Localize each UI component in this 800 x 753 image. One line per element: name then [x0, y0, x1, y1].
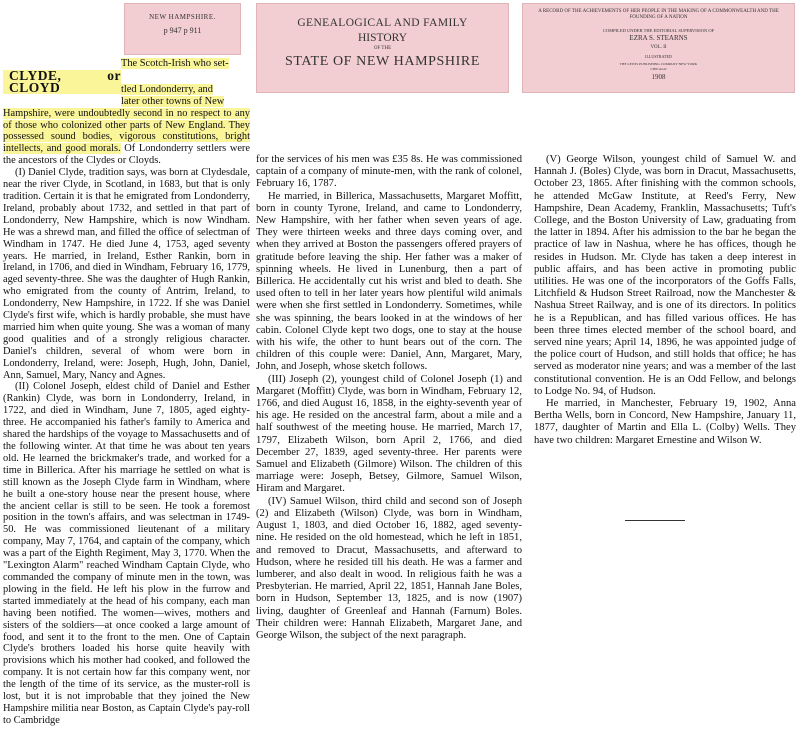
lead-row-3	[3, 96, 250, 108]
paragraph-pay-roll: for the services of his men was £35 8s. He was commissioned captain of a company of minute-men, with the rank of colonel, February 16, 1787.	[256, 154, 522, 190]
imprint-line2: COMPILED UNDER THE EDITORIAL SUPERVISION OF	[602, 28, 715, 33]
lead-text-a: The Scotch-Irish who set-	[121, 58, 229, 69]
lead-text-d: Hampshire, were undoubtedly second in no respect to any of those who colonized other parts of New England. They possessed sound bodies, vigorous constitutions, bright intellects, and good morals.	[3, 107, 250, 155]
title-line2: HISTORY	[358, 32, 407, 44]
imprint-line5: ILLUSTRATED	[645, 54, 672, 59]
lead-text-e: Of Londonderry settlers were the ancestors of the Clydes or Cloyds.	[3, 143, 250, 167]
title-line3: OF THE	[373, 46, 392, 51]
imprint-line1: A RECORD OF THE ACHIEVEMENTS OF HER PEOPLE IN THE MAKING OF A COMMONWEALTH AND THE FOUNDING OF A NATION	[538, 9, 779, 20]
paragraph-daniel-clyde: (I) Daniel Clyde, tradition says, was born at Clydesdale, near the river Clyde, in Scotland, in 1683, but that is only tradition. Certain it is that he emigrated from Londonderry, Ireland, probably about 1732, and settled in that part of Londonderry, New Hampshire, which is now Windham. He was a shrewd man, and filled the office of selectman of Windham in 1747. He died June 4, 1753, aged seventy years. He married, in Ireland, Esther Rankin, born in Ireland, in 1706, and died in Windham, February 16, 1779, aged seventy-three. She was the daughter of Hugh Rankin, who emigrated from the county of Antrim, Ireland, to Londonderry, New Hampshire, in 1722. If she was Daniel Clyde's first wife, which is hardly probable, she must have married him when quite young. She was a woman of many good qualities and of a strongly religious character. Daniel's children, several of whom were born in Londonderry, Ireland, were: Joseph, Hugh, John, Daniel, Ann, Samuel, Mary, Nancy and Agnes.	[3, 167, 250, 381]
paragraph-samuel-wilson: (IV) Samuel Wilson, third child and second son of Joseph (2) and Elizabeth (Wilson) Clyde, was born in Windham, August 1, 1803, and died October 16, 1882, aged seventy-nine. He resided on the old homestead, which he left in 1851, and removed to Dracut, Massachusetts, and afterward to Hudson, where he resided till his death. He was a farmer and lumberer, and also dealt in wood. In religious faith he was a Presbyterian. He married, April 22, 1851, Hannah Jane Boles, born in Hudson, September 13, 1825, and is now (1907) living, daughter of Greenleaf and Hannah (Farnum) Boles. Their children were: Hannah Elizabeth, Margaret Jane, and George Wilson, the subject of the next paragraph.	[256, 495, 522, 641]
column-3	[534, 154, 796, 514]
paragraph-marriage: He married, in Manchester, February 19, 1902, Anna Bertha Wells, born in Concord, New Hampshire, January 11, 1877, daughter of Martin and Ella L. (Colby) Wells. They have two children: Margaret Ernestine and Wilson W.	[534, 398, 796, 446]
column-2	[256, 154, 522, 750]
thumb-label-line2: p 947 p 911	[163, 26, 202, 35]
thumb-imprint-page	[522, 3, 795, 93]
title-line4: STATE OF NEW HAMPSHIRE	[284, 54, 480, 69]
paragraph-colonel-joseph: (II) Colonel Joseph, eldest child of Daniel and Esther (Rankin) Clyde, was born in Londonderry, Ireland, in 1722, and died in Windham, June 7, 1805, aged eighty-three. He accompanied his father's family to America and shared the hardships of the voyage to Massachusetts and of the following winter. At that time he was about ten years old. He learned the brickmaker's trade, and worked for a time in Billerica. After his marriage he settled on what is still known as the Joseph Clyde farm in Windham, where he built a one-story house near the present house, where the ancient cellar is still to be seen. He took a foremost position in the town's affairs, and was selectman in 1749-50. He was commissioned lieutenant of a military company, May 7, 1764, and captain of the company, which was a part of the Eighth Regiment, May 3, 1770. When the "Lexington Alarm" reached Windham Captain Clyde, who commanded the company of minute men in the town, was plowing in the field. He left his plow in the furrow and started immediately at the head of his company, each man having been notified. The women—wives, mothers and sisters of the soldiers—at once cooked a large amount of food, and sent it to the front to the men. One of Captain Clyde's brothers loaded his horse quite heavily with provisions which his mother had cooked, and followed the company. It is not certain how far this company went, nor the length of the time of its service, as the muster-roll is lost, but it is not improbable that they joined the New Hampshire militia near Boston, as Captain Clyde's pay-roll to Cambridge	[3, 381, 250, 726]
imprint-line3: EZRA S. STEARNS	[629, 34, 688, 42]
title-line1: GENEALOGICAL AND FAMILY	[297, 17, 468, 29]
lead-text-c: later other towns of New	[121, 95, 225, 107]
section-end-rule	[625, 520, 685, 521]
lead-text-b: tled Londonderry, and	[121, 83, 213, 95]
paragraph-george-wilson: (V) George Wilson, youngest child of Samuel W. and Hannah J. (Boles) Clyde, was born in Dracut, Massachusetts, October 23, 1865. After finishing with the common schools, he attended McGaw Institute, at Reed's Ferry, New Hampshire, Dean Academy, Franklin, Massachusetts; Tuft's College, and the Boston University of Law, graduating from the latter in 1894. After his admission to the bar he began the practice of law in Nashua, where he has offices, though he resides in Hudson. Mr. Clyde has taken a deep interest in public affairs, and has been active in promoting public utilities. He was one of the incorporators of the Goffs Falls, Litchfield & Hudson Street Railroad, now the Manchester & Nashua Street Railway, and is one of its directors. In politics he is a Republican, and has filled various offices. He has been three times elected member of the school board, and served nine years; April 14, 1896, he was appointed judge of the police court of Hudson, and still holds that office; he has served as moderator nine years; and was a member of the last constitutional convention. He is an Odd Fellow, and belongs to Lodge No. 94, of Hudson.	[534, 154, 796, 397]
thumb-title-page	[256, 3, 509, 93]
paragraph-joseph-2: (III) Joseph (2), youngest child of Colonel Joseph (1) and Margaret (Moffitt) Clyde, was born in Windham, February 12, 1766, and died August 16, 1858, in the eighty-seventh year of his age. He resided on the ancestral farm, about a mile and a half southwest of the meeting house. He married, March 17, 1797, Elizabeth Wilson, born April 2, 1766, and died December 27, 1839, aged seventy-three. Her parents were Samuel and Elizabeth (Gilmore) Wilson. The children of this marriage were: Joseph, Betsey, Gilmore, Samuel Wilson, Hiram and Margaret.	[256, 373, 522, 495]
surname-heading: CLYDE, or CLOYD	[3, 70, 121, 94]
column-1	[3, 58, 250, 750]
thumb-new-hampshire-label	[124, 3, 241, 55]
lead-row-2	[3, 67, 250, 96]
lead-row-4	[3, 108, 250, 168]
imprint-line4: VOL. II	[650, 45, 667, 50]
imprint-line6: THE LEWIS PUBLISHING COMPANY NEW YORK CHICAGO	[619, 62, 698, 71]
thumb-label-line1: NEW HAMPSHIRE.	[149, 13, 216, 21]
paragraph-margaret-moffitt: He married, in Billerica, Massachusetts, Margaret Moffitt, born in county Tyrone, Ireland, and came to Londonderry, New Hampshire, with her father when seven years of age. They were thirteen weeks and three days coming over, and when they arrived at Boston the passengers offered prayers of gratitude before leaving the ship. Her father was a maker of spinning wheels. He lived in Lunenburg, then a part of Billerica. He accidentally cut his wrist and bled to death. She used often to tell in her later years how plentiful wild animals were when she first settled in Londonderry. Sometimes, while she was spinning, the bears looked in at the windows of her cabin. Colonel Clyde kept two dogs, one to stay at the house with his wife, the other to hunt bears out of the corn. The children of this couple were: Daniel, Ann, Margaret, Mary, John, and Joseph, whose sketch follows.	[256, 190, 522, 373]
imprint-line7: 1908	[651, 73, 666, 81]
